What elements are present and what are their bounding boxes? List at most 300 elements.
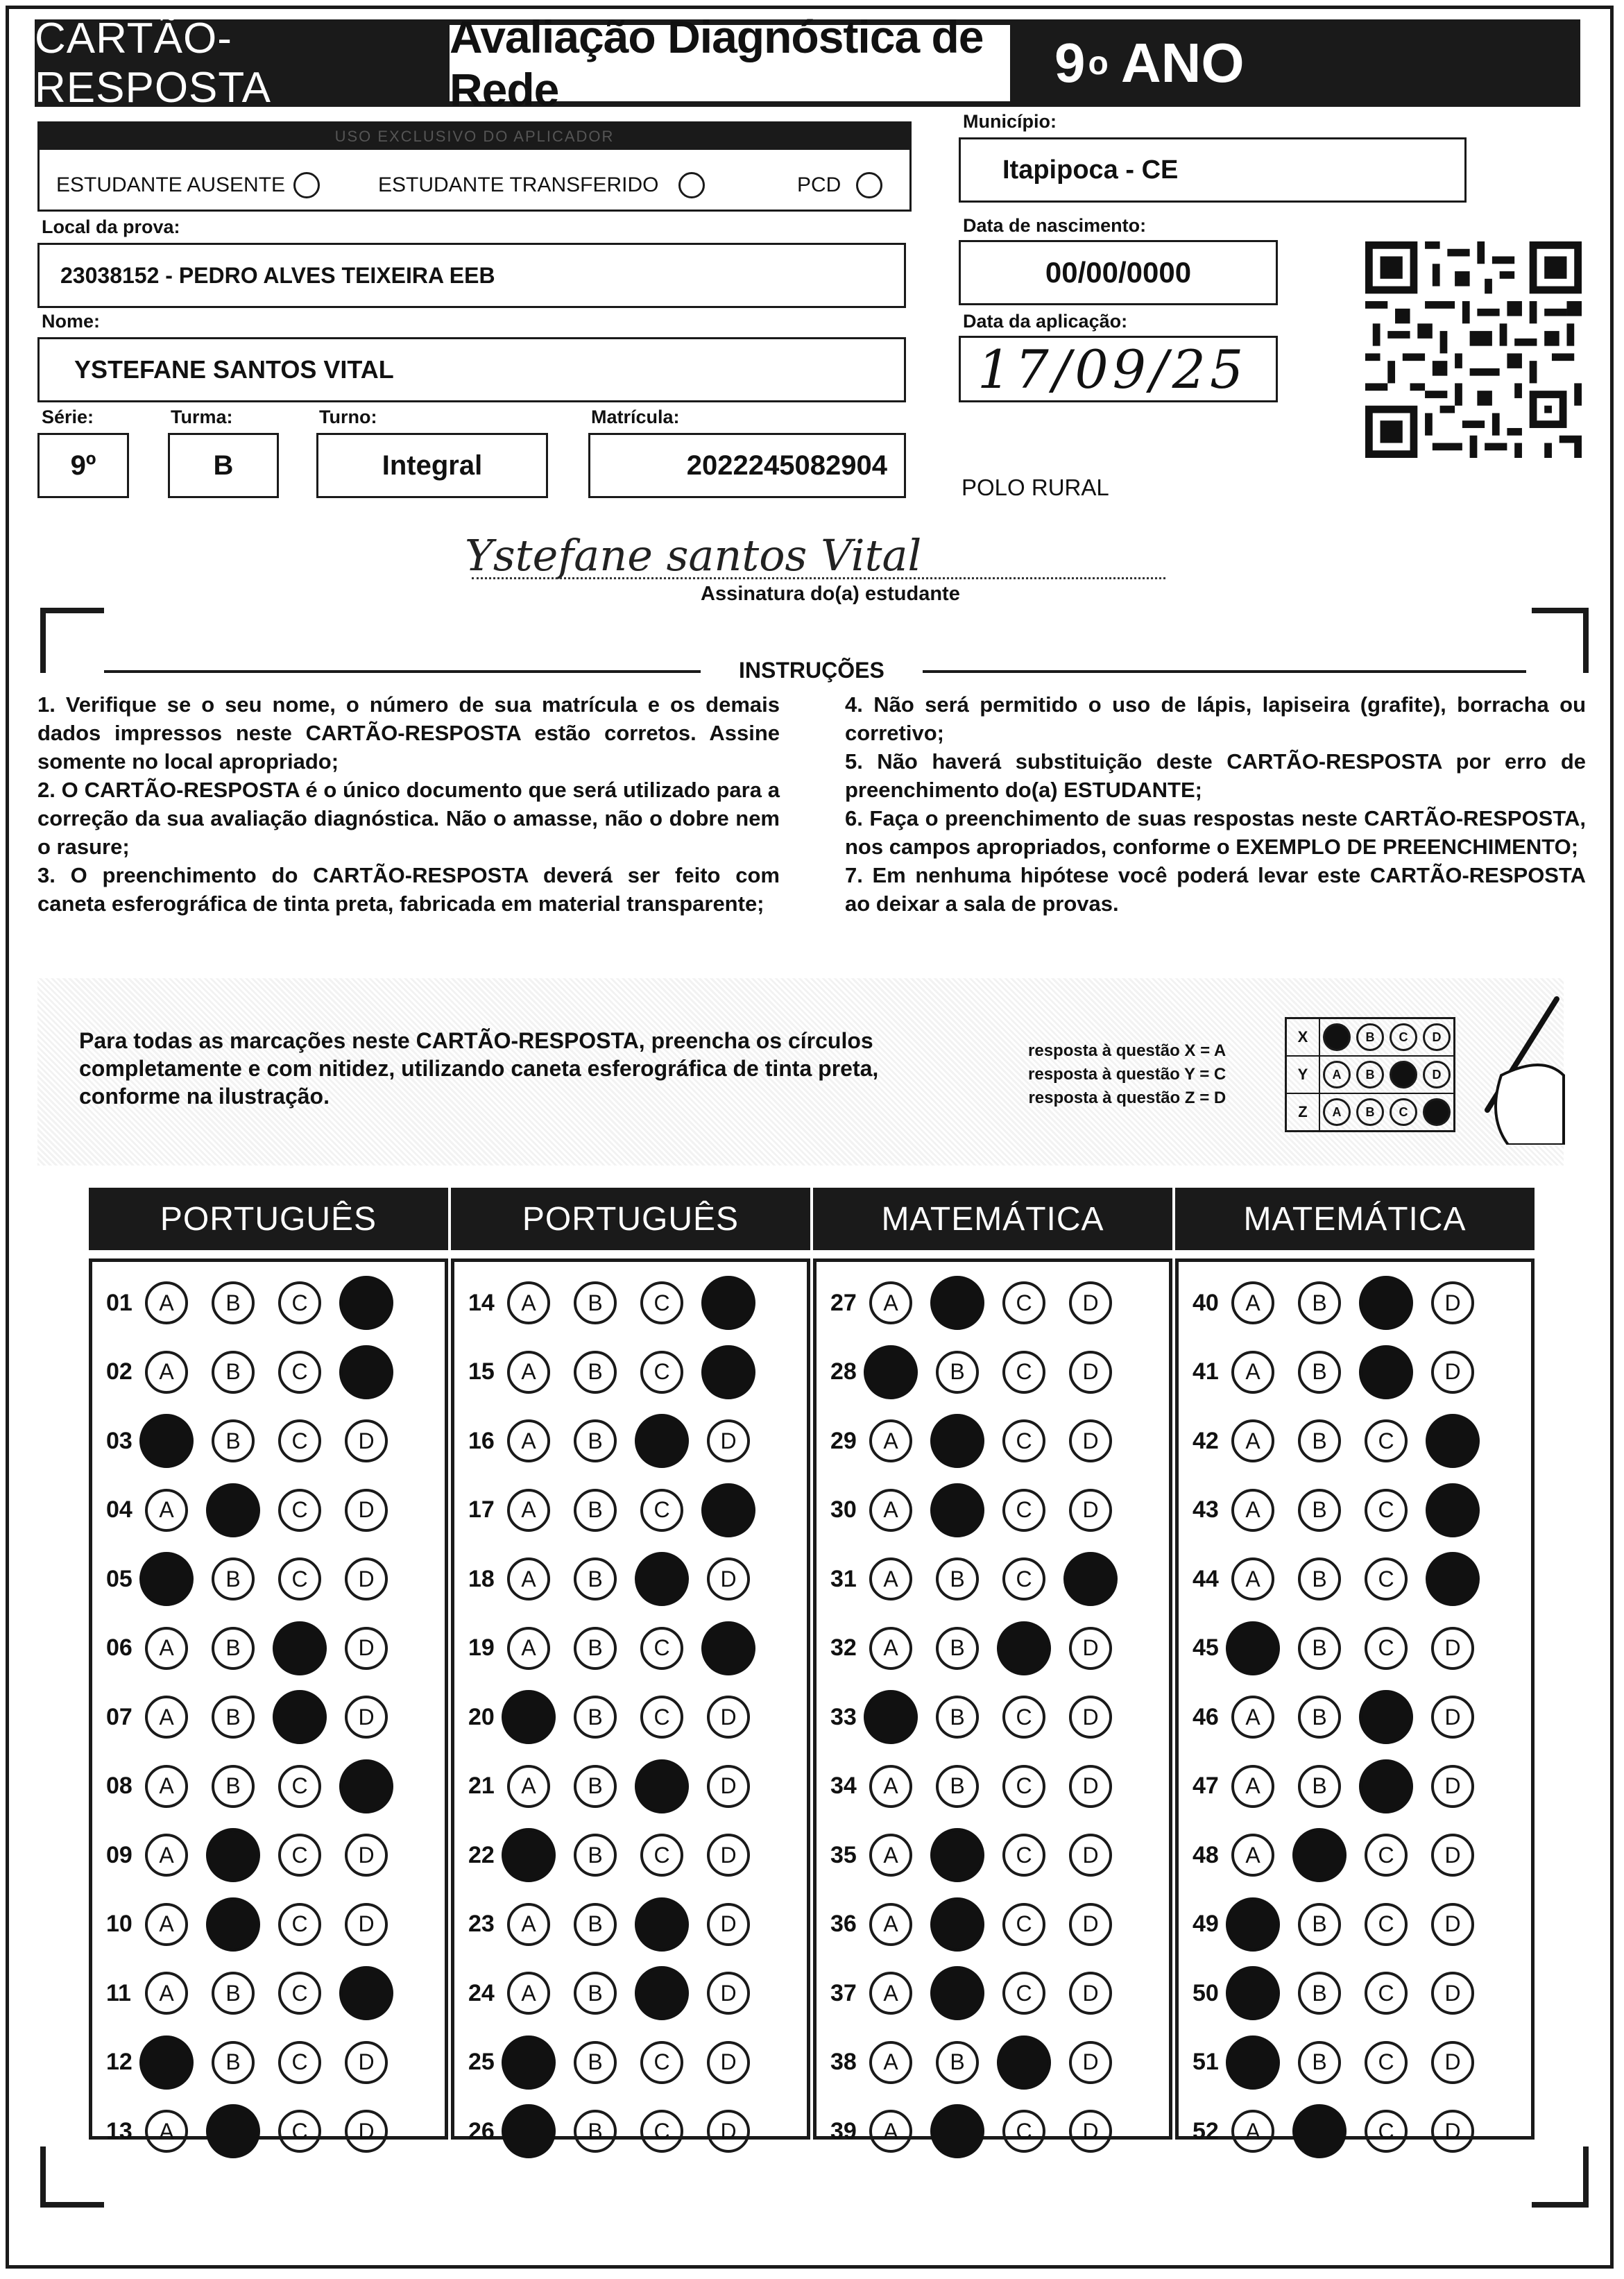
applicator-bar: USO EXCLUSIVO DO APLICADOR [40, 123, 909, 150]
answer-bubble-b[interactable] [1292, 2104, 1347, 2158]
answer-bubble-d[interactable]: D [707, 1765, 750, 1808]
answer-bubble-b[interactable]: B [212, 1972, 255, 2015]
answer-bubble-b[interactable]: B [212, 1351, 255, 1394]
question-row [830, 1419, 1136, 1462]
answer-bubble-a[interactable]: A [507, 1765, 550, 1808]
answer-bubble-d[interactable]: D [1431, 1834, 1474, 1877]
answer-bubble-c[interactable]: C [278, 1834, 321, 1877]
answer-bubble-d[interactable]: D [345, 1903, 388, 1946]
example-bubble-c [1390, 1061, 1417, 1089]
answer-bubble-a[interactable]: A [1231, 1419, 1274, 1462]
answer-bubble-d[interactable]: D [1431, 1351, 1474, 1394]
question-row [106, 1765, 411, 1808]
answer-bubble-d[interactable]: D [1431, 2041, 1474, 2084]
question-row [106, 1281, 411, 1324]
answer-bubble-b[interactable] [206, 2104, 260, 2158]
question-number: 20 [468, 1703, 495, 1730]
answer-bubble-d[interactable] [1426, 1552, 1480, 1606]
answer-bubble-d[interactable] [1426, 1483, 1480, 1537]
answer-bubble-d[interactable]: D [345, 2041, 388, 2084]
answer-bubble-b[interactable]: B [212, 1696, 255, 1739]
answer-bubble-b[interactable]: B [936, 1765, 979, 1808]
answer-bubble-c[interactable]: C [278, 1489, 321, 1532]
answer-bubble-c[interactable]: C [1365, 1627, 1408, 1670]
example-row-label: Y [1287, 1057, 1320, 1093]
answer-bubble-c[interactable]: C [1365, 2041, 1408, 2084]
question-number: 49 [1193, 1911, 1219, 1937]
answer-bubble-a[interactable]: A [145, 1834, 188, 1877]
answer-bubble-b[interactable]: B [574, 1489, 617, 1532]
answer-bubble-b[interactable]: B [574, 1557, 617, 1601]
municipio-label: Município: [963, 111, 1057, 132]
answer-bubble-c[interactable] [273, 1621, 327, 1675]
answer-bubble-b[interactable]: B [212, 1765, 255, 1808]
answer-bubble-d[interactable]: D [707, 2110, 750, 2153]
answer-bubble-a[interactable] [502, 1690, 556, 1744]
question-number: 07 [106, 1703, 133, 1730]
example-map-y: resposta à questão Y = C [1028, 1065, 1226, 1084]
answer-bubble-b[interactable] [930, 1897, 984, 1952]
answer-bubble-d[interactable]: D [1431, 1281, 1474, 1324]
answer-bubble-d[interactable]: D [345, 1834, 388, 1877]
answer-bubble-d[interactable]: D [345, 1489, 388, 1532]
instruction-2: 2. O CARTÃO-RESPOSTA é o único documento que será utilizado para a correção da sua avaliação diagnóstica. Não o amasse, não o dobre nem o rasure; [37, 778, 780, 859]
question-number: 24 [468, 1979, 495, 2006]
question-number: 47 [1193, 1773, 1219, 1799]
answer-bubble-c[interactable] [1359, 1690, 1413, 1744]
answer-bubble-d[interactable] [339, 1966, 393, 2020]
question-number: 08 [106, 1773, 133, 1799]
absent-option[interactable] [56, 172, 320, 198]
pen-hand-icon [1460, 992, 1571, 1145]
question-number: 43 [1193, 1496, 1219, 1523]
answer-bubble-a[interactable]: A [507, 1281, 550, 1324]
answer-bubble-a[interactable] [139, 2035, 194, 2090]
example-bubble-d: D [1423, 1061, 1451, 1089]
answer-bubble-d[interactable]: D [1431, 1903, 1474, 1946]
answer-bubble-b[interactable] [1292, 1828, 1347, 1882]
question-row [830, 1557, 1136, 1601]
question-number: 04 [106, 1496, 133, 1523]
answer-bubble-d[interactable]: D [1069, 1834, 1112, 1877]
answer-bubble-d[interactable]: D [345, 1627, 388, 1670]
answer-bubble-d[interactable]: D [1431, 1627, 1474, 1670]
header-bar [35, 11, 1580, 115]
answer-bubble-c[interactable]: C [1365, 1557, 1408, 1601]
answer-bubble-a[interactable]: A [145, 1903, 188, 1946]
qr-code [1365, 241, 1582, 458]
pcd-option[interactable] [797, 172, 882, 198]
answer-bubble-a[interactable]: A [869, 2041, 912, 2084]
nome-value: YSTEFANE SANTOS VITAL [37, 337, 906, 402]
answer-bubble-a[interactable]: A [145, 1351, 188, 1394]
answer-bubble-a[interactable]: A [1231, 1281, 1274, 1324]
answer-bubble-c[interactable]: C [1002, 1557, 1045, 1601]
answer-bubble-a[interactable] [1226, 1966, 1280, 2020]
answer-bubble-a[interactable]: A [869, 1903, 912, 1946]
answer-bubble-c[interactable] [273, 1690, 327, 1744]
question-row [106, 1419, 411, 1462]
section-title: PORTUGUÊS [451, 1188, 810, 1250]
question-row [468, 1972, 773, 2015]
answer-bubble-a[interactable] [1226, 1897, 1280, 1952]
answer-bubble-c[interactable]: C [1002, 1696, 1045, 1739]
answer-bubble-b[interactable]: B [1298, 2041, 1341, 2084]
turno-value: Integral [316, 433, 548, 498]
answer-bubble-b[interactable] [930, 1276, 984, 1330]
answer-bubble-d[interactable]: D [345, 1419, 388, 1462]
application-date-value[interactable]: 17/09/25 [959, 336, 1278, 402]
answer-bubble-b[interactable]: B [574, 1627, 617, 1670]
answer-bubble-a[interactable]: A [869, 1419, 912, 1462]
answer-bubble-c[interactable]: C [640, 2110, 683, 2153]
instruction-1: 1. Verifique se o seu nome, o número de sua matrícula e os demais dados impressos neste CARTÃO-RESPOSTA estão corretos. Assine somente no local apropriado; [37, 692, 780, 774]
question-number: 23 [468, 1911, 495, 1937]
question-number: 42 [1193, 1427, 1219, 1454]
answer-bubble-c[interactable]: C [1365, 1834, 1408, 1877]
answer-bubble-b[interactable]: B [212, 2041, 255, 2084]
question-row [830, 1351, 1136, 1394]
answer-bubble-d[interactable]: D [1069, 1627, 1112, 1670]
answer-bubble-b[interactable]: B [574, 1351, 617, 1394]
question-number: 40 [1193, 1289, 1219, 1316]
answer-bubble-c[interactable]: C [278, 2041, 321, 2084]
answer-bubble-b[interactable] [930, 2104, 984, 2158]
answer-bubble-a[interactable]: A [145, 1765, 188, 1808]
answer-bubble-c[interactable] [635, 1759, 689, 1813]
question-row [468, 1281, 773, 1324]
student-signature[interactable]: Ystefane santos Vital [465, 530, 922, 581]
transferred-label: ESTUDANTE TRANSFERIDO [378, 173, 659, 196]
section-title: PORTUGUÊS [89, 1188, 448, 1250]
answer-bubble-d[interactable]: D [1069, 2041, 1112, 2084]
answer-bubble-c[interactable]: C [1002, 1489, 1045, 1532]
answer-bubble-c[interactable] [1359, 1276, 1413, 1330]
grade-label [1054, 19, 1245, 107]
answer-bubble-c[interactable] [997, 2035, 1051, 2090]
answer-bubble-a[interactable]: A [1231, 1557, 1274, 1601]
question-number: 09 [106, 1841, 133, 1868]
answer-bubble-d[interactable]: D [707, 1419, 750, 1462]
answer-bubble-b[interactable] [930, 1414, 984, 1468]
answer-bubble-c[interactable]: C [640, 1281, 683, 1324]
answer-bubble-c[interactable]: C [1002, 1765, 1045, 1808]
answer-bubble-b[interactable]: B [574, 1972, 617, 2015]
turma-label: Turma: [171, 407, 233, 427]
answer-bubble-a[interactable] [502, 2035, 556, 2090]
answer-bubble-b[interactable] [930, 1828, 984, 1882]
answer-bubble-c[interactable]: C [1365, 1419, 1408, 1462]
answer-bubble-c[interactable]: C [1365, 1972, 1408, 2015]
answer-bubble-c[interactable]: C [1002, 1419, 1045, 1462]
answer-section-1 [89, 1188, 448, 2144]
answer-bubble-c[interactable]: C [1365, 1903, 1408, 1946]
pcd-circle[interactable] [856, 172, 882, 198]
answer-bubble-c[interactable]: C [278, 1765, 321, 1808]
question-row [106, 1972, 411, 2015]
turno-label: Turno: [319, 407, 377, 427]
example-text: Para todas as marcações neste CARTÃO-RESPOSTA, preencha os círculos completamente e com nitidez, utilizando caneta esferográfica de tinta preta, conforme na ilustração. [79, 1028, 879, 1109]
answer-bubble-c[interactable]: C [1002, 1281, 1045, 1324]
corner-mark-top-right [1532, 608, 1589, 673]
answer-bubble-a[interactable]: A [1231, 1351, 1274, 1394]
section-title: MATEMÁTICA [813, 1188, 1172, 1250]
answer-bubble-d[interactable]: D [345, 1557, 388, 1601]
answer-bubble-d[interactable]: D [345, 2110, 388, 2153]
answer-bubble-c[interactable] [635, 1966, 689, 2020]
birth-label: Data de nascimento: [963, 215, 1147, 236]
answer-bubble-b[interactable] [206, 1828, 260, 1882]
answer-bubble-d[interactable]: D [1069, 1696, 1112, 1739]
question-number: 27 [830, 1289, 857, 1316]
answer-bubble-b[interactable]: B [936, 1351, 979, 1394]
answer-bubble-c[interactable]: C [640, 1351, 683, 1394]
answer-bubble-a[interactable]: A [145, 1489, 188, 1532]
example-map-z: resposta à questão Z = D [1028, 1089, 1226, 1107]
answer-bubble-a[interactable]: A [507, 1557, 550, 1601]
example-map [1028, 1039, 1226, 1110]
question-number: 48 [1193, 1841, 1219, 1868]
question-row [1193, 1489, 1498, 1532]
answer-bubble-b[interactable]: B [212, 1419, 255, 1462]
grade-number: 9 [1054, 32, 1086, 94]
signature-label: Assinatura do(a) estudante [701, 583, 960, 605]
answer-bubble-c[interactable] [1359, 1345, 1413, 1399]
answer-bubble-b[interactable]: B [574, 2110, 617, 2153]
answer-bubble-a[interactable]: A [507, 1627, 550, 1670]
answer-bubble-d[interactable]: D [707, 1696, 750, 1739]
answer-bubble-b[interactable]: B [574, 1903, 617, 1946]
example-row-y [1287, 1057, 1453, 1094]
answer-bubble-b[interactable]: B [936, 1557, 979, 1601]
example-grid [1285, 1017, 1455, 1132]
answer-bubble-a[interactable]: A [1231, 1765, 1274, 1808]
answer-section-3 [813, 1188, 1172, 2144]
answer-bubble-d[interactable] [339, 1759, 393, 1813]
answer-bubble-c[interactable] [635, 1897, 689, 1952]
answer-bubble-a[interactable]: A [507, 1903, 550, 1946]
answer-bubble-a[interactable]: A [507, 1351, 550, 1394]
answer-bubble-a[interactable] [502, 1828, 556, 1882]
answer-bubble-a[interactable] [864, 1345, 918, 1399]
turma-value: B [168, 433, 279, 498]
question-number: 51 [1193, 2049, 1219, 2075]
answer-bubble-b[interactable]: B [1298, 1765, 1341, 1808]
answer-bubble-b[interactable]: B [574, 1765, 617, 1808]
answer-bubble-d[interactable]: D [1431, 2110, 1474, 2153]
answer-bubble-c[interactable] [635, 1414, 689, 1468]
answer-bubble-b[interactable]: B [1298, 1281, 1341, 1324]
answer-bubble-d[interactable]: D [707, 2041, 750, 2084]
answer-bubble-a[interactable] [139, 1414, 194, 1468]
answer-bubble-a[interactable]: A [869, 1627, 912, 1670]
answer-bubble-d[interactable]: D [1069, 1765, 1112, 1808]
nome-label: Nome: [42, 311, 101, 332]
answer-bubble-c[interactable] [1359, 1759, 1413, 1813]
answer-bubble-b[interactable]: B [212, 1627, 255, 1670]
example-bubble-b: B [1356, 1023, 1384, 1051]
question-row [830, 1765, 1136, 1808]
answer-bubble-d[interactable] [1426, 1414, 1480, 1468]
answer-bubble-d[interactable]: D [707, 1557, 750, 1601]
answer-bubble-d[interactable]: D [1069, 1419, 1112, 1462]
answer-bubble-d[interactable]: D [1069, 2110, 1112, 2153]
answer-bubble-d[interactable]: D [1431, 1696, 1474, 1739]
question-row [830, 1489, 1136, 1532]
answer-bubble-b[interactable]: B [1298, 1557, 1341, 1601]
answer-bubble-a[interactable]: A [869, 1765, 912, 1808]
answer-bubble-d[interactable]: D [1069, 1351, 1112, 1394]
answer-bubble-c[interactable]: C [278, 2110, 321, 2153]
answer-bubble-a[interactable]: A [507, 1419, 550, 1462]
answer-bubble-a[interactable] [864, 1690, 918, 1744]
answer-bubble-a[interactable]: A [1231, 1489, 1274, 1532]
absent-circle[interactable] [293, 172, 320, 198]
answer-bubble-d[interactable]: D [1069, 1281, 1112, 1324]
answer-bubble-b[interactable]: B [936, 2041, 979, 2084]
answer-bubble-c[interactable]: C [278, 1903, 321, 1946]
answer-bubble-c[interactable]: C [640, 1696, 683, 1739]
answer-bubble-d[interactable] [339, 1345, 393, 1399]
card-title: CARTÃO-RESPOSTA [35, 15, 272, 112]
answer-bubble-c[interactable]: C [278, 1419, 321, 1462]
answer-bubble-c[interactable]: C [1002, 1351, 1045, 1394]
answer-bubble-a[interactable] [139, 1552, 194, 1606]
answer-bubble-b[interactable] [930, 1966, 984, 2020]
question-row [1193, 1696, 1498, 1739]
answer-bubble-b[interactable]: B [212, 1557, 255, 1601]
question-number: 11 [106, 1979, 131, 2006]
answer-bubble-a[interactable]: A [869, 1834, 912, 1877]
answer-bubble-b[interactable] [206, 1483, 260, 1537]
answer-bubble-b[interactable]: B [574, 1419, 617, 1462]
answer-bubble-b[interactable]: B [1298, 1972, 1341, 2015]
answer-bubble-a[interactable]: A [869, 2110, 912, 2153]
answer-bubble-b[interactable]: B [936, 1696, 979, 1739]
corner-mark-bottom-left [40, 2146, 104, 2208]
question-number: 39 [830, 2117, 857, 2144]
question-row [1193, 1765, 1498, 1808]
answer-bubble-d[interactable]: D [1431, 1765, 1474, 1808]
question-number: 52 [1193, 2117, 1219, 2144]
answer-bubble-b[interactable]: B [1298, 1489, 1341, 1532]
answer-bubble-b[interactable]: B [1298, 1419, 1341, 1462]
answer-bubble-d[interactable] [701, 1276, 755, 1330]
answer-bubble-a[interactable]: A [145, 1972, 188, 2015]
answer-bubble-a[interactable]: A [145, 1627, 188, 1670]
answer-bubble-c[interactable]: C [640, 1834, 683, 1877]
answer-bubble-a[interactable]: A [145, 2110, 188, 2153]
answer-bubble-a[interactable]: A [145, 1281, 188, 1324]
answer-bubble-b[interactable]: B [1298, 1903, 1341, 1946]
answer-bubble-c[interactable]: C [1002, 1834, 1045, 1877]
answer-bubble-a[interactable] [1226, 2035, 1280, 2090]
question-number: 12 [106, 2049, 133, 2075]
answer-bubble-c[interactable]: C [1002, 1972, 1045, 2015]
answer-bubble-b[interactable]: B [574, 1834, 617, 1877]
question-number: 36 [830, 1911, 857, 1937]
question-number: 26 [468, 2117, 495, 2144]
answer-bubble-a[interactable]: A [869, 1557, 912, 1601]
answer-bubble-b[interactable]: B [574, 1696, 617, 1739]
answer-bubble-a[interactable]: A [507, 1489, 550, 1532]
answer-bubble-a[interactable]: A [869, 1489, 912, 1532]
answer-bubble-c[interactable]: C [640, 1627, 683, 1670]
answer-bubble-c[interactable] [997, 1621, 1051, 1675]
answer-bubble-d[interactable]: D [1069, 1489, 1112, 1532]
answer-bubble-a[interactable]: A [869, 1972, 912, 2015]
answer-bubble-b[interactable]: B [1298, 1627, 1341, 1670]
answer-bubble-d[interactable] [1063, 1552, 1118, 1606]
question-row [468, 2110, 773, 2153]
answer-bubble-b[interactable] [206, 1897, 260, 1952]
answer-bubble-b[interactable]: B [212, 1281, 255, 1324]
answer-bubble-a[interactable] [1226, 1621, 1280, 1675]
transferred-circle[interactable] [678, 172, 705, 198]
matricula-value: 2022245082904 [588, 433, 906, 498]
answer-bubble-c[interactable]: C [278, 1351, 321, 1394]
answer-bubble-a[interactable]: A [507, 1972, 550, 2015]
matricula-label: Matrícula: [591, 407, 680, 427]
answer-bubble-d[interactable]: D [1431, 1972, 1474, 2015]
answer-bubble-a[interactable]: A [145, 1696, 188, 1739]
answer-bubble-d[interactable] [701, 1483, 755, 1537]
answer-bubble-c[interactable]: C [640, 1489, 683, 1532]
answer-bubble-a[interactable] [502, 2104, 556, 2158]
example-row-x [1287, 1019, 1453, 1057]
answer-bubble-d[interactable]: D [707, 1834, 750, 1877]
answer-bubble-a[interactable]: A [1231, 2110, 1274, 2153]
answer-bubble-b[interactable]: B [574, 2041, 617, 2084]
answer-bubble-c[interactable]: C [640, 2041, 683, 2084]
question-row [1193, 2041, 1498, 2084]
answer-bubble-a[interactable]: A [869, 1281, 912, 1324]
answer-bubble-d[interactable] [701, 1621, 755, 1675]
answer-bubble-d[interactable]: D [707, 1903, 750, 1946]
answer-bubble-d[interactable] [701, 1345, 755, 1399]
answer-bubble-a[interactable]: A [1231, 1834, 1274, 1877]
answer-bubble-c[interactable]: C [278, 1972, 321, 2015]
answer-bubble-c[interactable]: C [1002, 1903, 1045, 1946]
answer-bubble-d[interactable]: D [1069, 1972, 1112, 2015]
answer-bubble-b[interactable]: B [936, 1627, 979, 1670]
question-number: 46 [1193, 1703, 1219, 1730]
transferred-option[interactable] [378, 172, 705, 198]
question-number: 29 [830, 1427, 857, 1454]
question-row [1193, 1627, 1498, 1670]
polo-label: POLO RURAL [961, 475, 1109, 500]
answer-bubble-c[interactable]: C [1365, 1489, 1408, 1532]
answer-bubble-c[interactable]: C [1365, 2110, 1408, 2153]
answer-bubble-b[interactable]: B [574, 1281, 617, 1324]
example-bubble-c: C [1390, 1098, 1417, 1126]
question-row [830, 1627, 1136, 1670]
answer-bubble-c[interactable] [635, 1552, 689, 1606]
answer-bubble-b[interactable]: B [1298, 1351, 1341, 1394]
question-row [106, 1557, 411, 1601]
answer-bubble-c[interactable]: C [1002, 2110, 1045, 2153]
answer-bubble-b[interactable]: B [1298, 1696, 1341, 1739]
answer-bubble-c[interactable]: C [278, 1281, 321, 1324]
answer-bubble-c[interactable]: C [278, 1557, 321, 1601]
answer-bubble-d[interactable]: D [1069, 1903, 1112, 1946]
question-row [468, 1765, 773, 1808]
answer-bubble-d[interactable] [339, 1276, 393, 1330]
answer-bubble-d[interactable]: D [345, 1696, 388, 1739]
answer-bubble-a[interactable]: A [1231, 1696, 1274, 1739]
answer-bubble-d[interactable]: D [707, 1972, 750, 2015]
answer-bubble-b[interactable] [930, 1483, 984, 1537]
